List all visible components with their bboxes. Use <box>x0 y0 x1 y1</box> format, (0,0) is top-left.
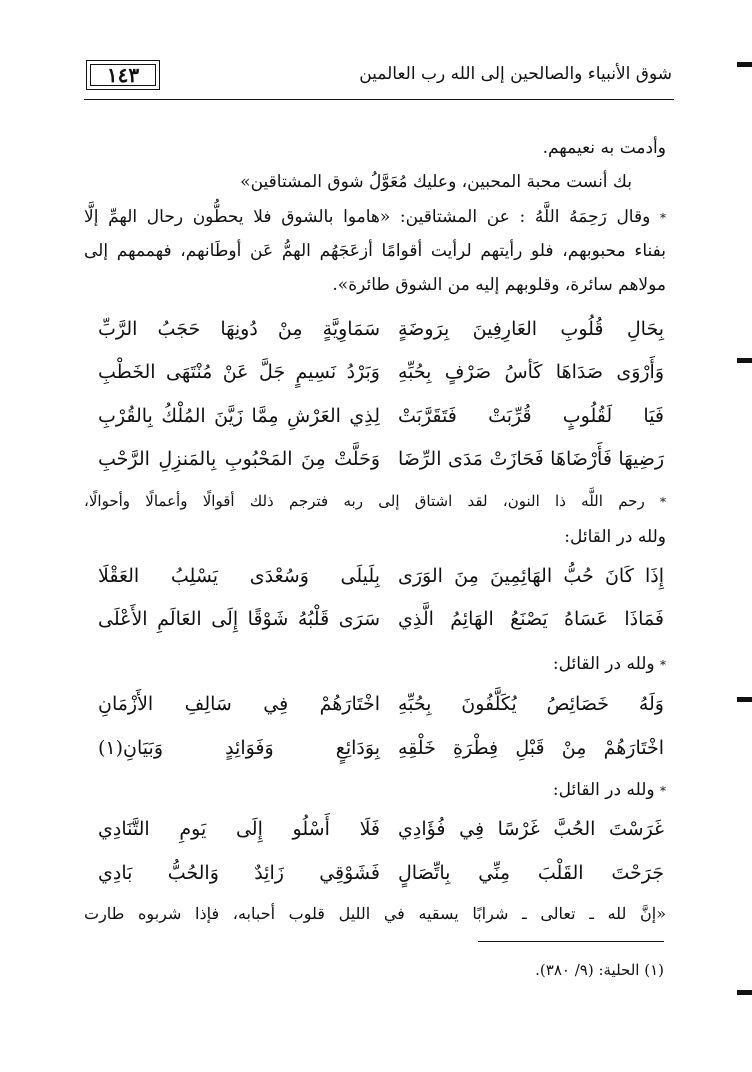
page-number-frame <box>86 60 160 90</box>
verse-hemistich-second: بِلَيلَى وَسُعْدَى يَسْلِبُ العَقْلَا <box>98 565 380 587</box>
verse-hemistich-second: فَشَوْقِي زَائِدٌ وَالحُبُّ بَادِي <box>98 862 380 884</box>
verse-hemistich-first: إِذَا كَانَ حُبُّ الهَائِمِينَ مِنَ الوَرَى <box>398 565 664 587</box>
asterisk-icon: * <box>660 784 666 798</box>
text-line: «إنَّ لله ـ تعالى ـ شرابًا يسقيه في الليل قلوب أحبابه، فإذا شربوه طارت <box>84 904 666 923</box>
verse-line <box>84 737 664 773</box>
header-rule <box>84 99 674 100</box>
verse-hemistich-first: فَيَا لَقُلُوبٍ قُرِّبَتْ فَتَقَرَّبَتْ <box>398 405 664 427</box>
verse-line <box>84 693 664 729</box>
verse-line <box>84 818 664 854</box>
verse-hemistich-first: فَمَاذَا عَسَاهُ يَصْنَعُ الهَائِمُ الَّذِي <box>398 608 664 630</box>
text-line-content: رحم اللَّه ذا النون، لقد اشتاق إلى ربه فترجم ذلك أقوالًا وأعمالًا وأحوالًا، <box>84 492 645 510</box>
footnote: (١) الحلية: (٩/ ٣٨٠). <box>535 961 664 979</box>
asterisk-icon: * <box>660 211 666 225</box>
edge-thumb-mark <box>737 62 752 67</box>
asterisk-icon: * <box>660 495 666 509</box>
text-line <box>553 780 666 800</box>
verse-line <box>84 318 664 354</box>
text-line <box>84 207 666 227</box>
verse-hemistich-second: بِوَدَائِعٍ وَفَوَائِدٍ وَبَيَانِ(١) <box>98 737 380 759</box>
verse-line <box>84 448 664 484</box>
edge-thumb-mark <box>737 358 752 363</box>
text-line-content: ولله در القائل: <box>552 654 655 674</box>
text-line-content: وقال رَحِمَهُ اللَّهُ : عن المشتاقين: «هاموا بالشوق فلا يحطُّون رحال الهمِّ إلَّا <box>84 207 651 227</box>
verse-hemistich-first: جَرَحْتَ القَلْبَ مِنِّي بِاتِّصَالٍ <box>398 862 664 884</box>
verse-line <box>84 565 664 601</box>
verse-hemistich-second: وَحَلَّتْ مِنَ المَحْبُوبِ بِالمَنزِلِ الرَّحْبِ <box>98 448 380 470</box>
verse-hemistich-first: بِحَالِ قُلُوبِ العَارِفِينَ بِرَوضَةٍ <box>398 318 664 340</box>
page-number: ١٤٣ <box>106 63 140 87</box>
verse-hemistich-second: سَرَى قَلْبُهُ شَوْقًا إِلَى العَالَمِ الأَعْلَى <box>98 608 380 630</box>
verse-line <box>84 405 664 441</box>
text-line: ولله در القائل: <box>564 527 666 547</box>
verse-hemistich-first: اخْتَارَهُمْ مِنْ قَبْلِ فِطْرَةِ خَلْقِهِ <box>398 737 664 759</box>
text-line-content: ولله در القائل: <box>552 780 655 800</box>
edge-thumb-mark <box>737 990 752 995</box>
text-line: وأدمت به نعيمهم. <box>542 138 666 158</box>
text-line: مولاهم سائرة، وقلوبهم إليه من الشوق طائرة». <box>332 275 666 295</box>
verse-hemistich-second: اخْتَارَهُمْ فِي سَالِفِ الأَزْمَانِ <box>98 693 380 715</box>
text-line <box>553 654 666 674</box>
verse-hemistich-first: وَأَرْوَى صَدَاهَا كَأسُ صَرْفٍ بِحُبِّهِ <box>398 361 664 383</box>
running-title: شوق الأنبياء والصالحين إلى الله رب العالمين <box>359 64 672 84</box>
verse-hemistich-first: وَلَهُ خَصَائِصُ يُكَلَّفُونَ بِحُبِّهِ <box>398 693 664 715</box>
asterisk-icon: * <box>660 658 666 672</box>
verse-hemistich-second: وَبَرْدُ نَسِيمٍ جَلَّ عَنْ مُنْتَهَى الخَطْبِ <box>98 361 380 383</box>
verse-hemistich-first: غَرَسْتَ الحُبَّ غَرْسًا فِي فُؤَادِي <box>398 818 664 840</box>
verse-line <box>84 862 664 898</box>
verse-hemistich-second: سَمَاوِيَّةٍ مِنْ دُونِهَا حَجَبُ الرَّبِّ <box>98 318 380 340</box>
verse-hemistich-second: لِذِي العَرْشِ مِمَّا زَيَّنَ المُلْكُ بِالقُرْبِ <box>98 405 380 427</box>
edge-thumb-mark <box>737 697 752 702</box>
verse-hemistich-first: رَضِيهَا فَأَرْضَاهَا فَحَازَتْ مَدَى الرِّضَا <box>398 448 664 470</box>
text-line <box>84 492 666 510</box>
verse-line <box>84 361 664 397</box>
text-line: بفناء محبوبهم، فلو رأيتهم لرأيت أقوامًا أزعَجَهُم الهمُّ عَن أوطَانهم، فهممهم إلى <box>84 241 666 261</box>
footnote-separator <box>478 941 664 942</box>
text-line: بك أنست محبة المحبين، وعليك مُعَوَّلُ شوق المشتاقين» <box>240 172 632 192</box>
page-header <box>84 52 672 104</box>
verse-hemistich-second: فَلَا أَسْلُو إِلَى يَومِ التَّنَادِي <box>98 818 380 840</box>
verse-line <box>84 608 664 644</box>
